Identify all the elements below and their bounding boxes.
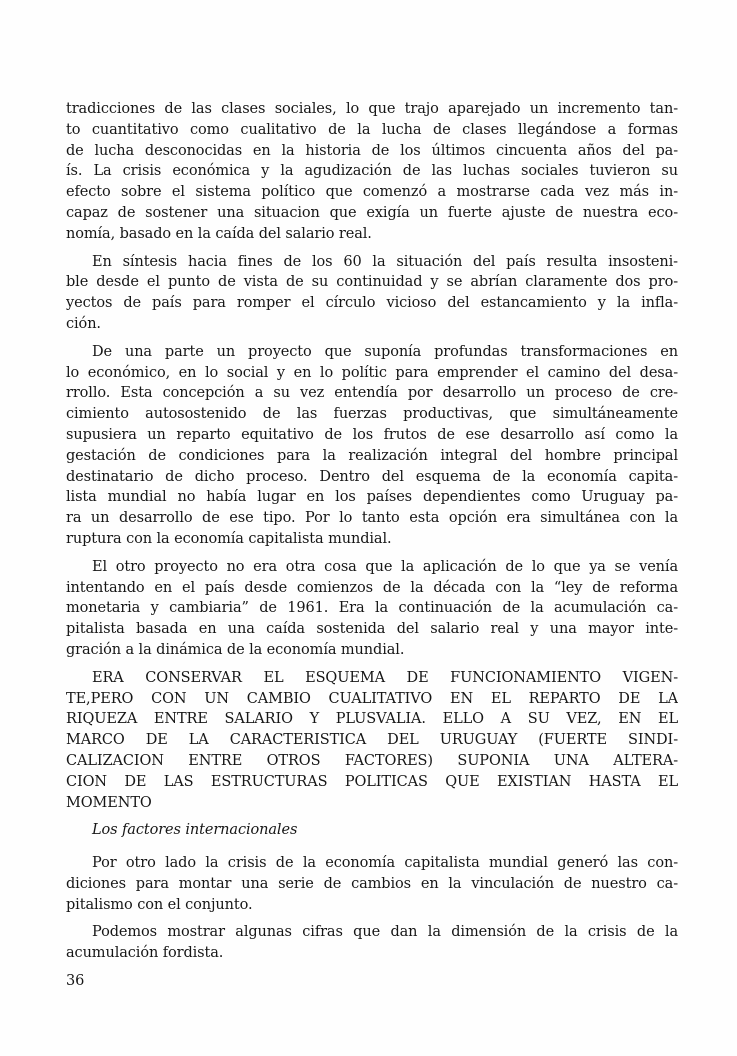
page-number: 36 <box>66 973 85 990</box>
paragraph <box>66 668 678 814</box>
text-line: rrollo. Esta concepción a su vez entendía por desarrollo un proceso de cre- <box>66 385 678 402</box>
text-line: ruptura con la economía capitalista mundial. <box>66 530 392 547</box>
text-line: ís. La crisis económica y la agudización de las luchas sociales tuvieron su <box>66 163 678 180</box>
section-heading <box>66 820 678 841</box>
text-line: diciones para montar una serie de cambios en la vinculación de nuestro ca- <box>66 875 678 892</box>
text-line: monetaria y cambiaria” de 1961. Era la continuación de la acumulación ca- <box>66 600 678 617</box>
paragraph <box>66 922 678 964</box>
text-line: tradicciones de las clases sociales, lo que trajo aparejado un incremento tan- <box>66 101 678 117</box>
text-line: RIQUEZA ENTRE SALARIO Y PLUSVALIA. ELLO A SU VEZ, EN EL <box>66 711 678 728</box>
text-line: MARCO DE LA CARACTERISTICA DEL URUGUAY (FUERTE SINDI- <box>66 732 678 749</box>
paragraph <box>66 342 678 550</box>
text-line: De una parte un proyecto que suponía profundas transformaciones en <box>92 343 678 360</box>
text-line: CION DE LAS ESTRUCTURAS POLITICAS QUE EXISTIAN HASTA EL <box>66 773 678 790</box>
text-line: capaz de sostener una situacion que exigía un fuerte ajuste de nuestra eco- <box>66 204 678 221</box>
text-line: cimiento autosostenido de las fuerzas productivas, que simultáneamente <box>66 406 678 423</box>
text-line: intentando en el país desde comienzos de la década con la “ley de reforma <box>66 579 678 596</box>
text-line: de lucha desconocidas en la historia de los últimos cincuenta años del pa- <box>66 142 678 159</box>
text-line: efecto sobre el sistema político que comenzó a mostrarse cada vez más in- <box>66 184 678 201</box>
text-line: Los factores internacionales <box>92 822 298 839</box>
text-line: yectos de país para romper el círculo vicioso del estancamiento y la infla- <box>66 295 678 312</box>
text-line: ra un desarrollo de ese tipo. Por lo tanto esta opción era simultánea con la <box>66 510 678 527</box>
paragraph <box>66 252 678 335</box>
paragraph <box>66 99 678 245</box>
text-line: pitalista basada en una caída sostenida del salario real y una mayor inte- <box>66 621 678 638</box>
text-line: gración a la dinámica de la economía mundial. <box>66 641 405 658</box>
text-line: TE,PERO CON UN CAMBIO CUALITATIVO EN EL REPARTO DE LA <box>66 690 678 707</box>
text-line: nomía, basado en la caída del salario real. <box>66 225 372 242</box>
text-line: El otro proyecto no era otra cosa que la aplicación de lo que ya se venía <box>92 558 678 575</box>
text-line: MOMENTO <box>66 794 152 811</box>
text-line: Por otro lado la crisis de la economía capitalista mundial generó las con- <box>92 855 678 872</box>
text-line: ERA CONSERVAR EL ESQUEMA DE FUNCIONAMIENTO VIGEN- <box>92 669 678 686</box>
text-line: to cuantitativo como cualitativo de la lucha de clases llegándose a formas <box>66 121 678 138</box>
text-line: gestación de condiciones para la realización integral del hombre principal <box>66 447 678 464</box>
text-line: Podemos mostrar algunas cifras que dan la dimensión de la crisis de la <box>92 924 678 941</box>
text-line: lista mundial no había lugar en los países dependientes como Uruguay pa- <box>66 489 678 506</box>
text-line: En síntesis hacia fines de los 60 la situación del país resulta insosteni- <box>92 253 678 270</box>
text-line: CALIZACION ENTRE OTROS FACTORES) SUPONIA UNA ALTERA- <box>66 752 678 769</box>
text-line: lo económico, en lo social y en lo polític para emprender el camino del desa- <box>66 364 678 381</box>
text-line: destinatario de dicho proceso. Dentro del esquema de la economía capita- <box>66 468 678 485</box>
text-line: supusiera un reparto equitativo de los frutos de ese desarrollo así como la <box>66 426 678 443</box>
paragraph <box>66 557 678 661</box>
text-line: pitalismo con el conjunto. <box>66 896 253 913</box>
text-line: ción. <box>66 315 101 332</box>
paragraph <box>66 853 678 915</box>
text-line: acumulación fordista. <box>66 945 224 962</box>
text-line: ble desde el punto de vista de su continuidad y se abrían claramente dos pro- <box>66 274 678 291</box>
text-block <box>66 99 678 992</box>
